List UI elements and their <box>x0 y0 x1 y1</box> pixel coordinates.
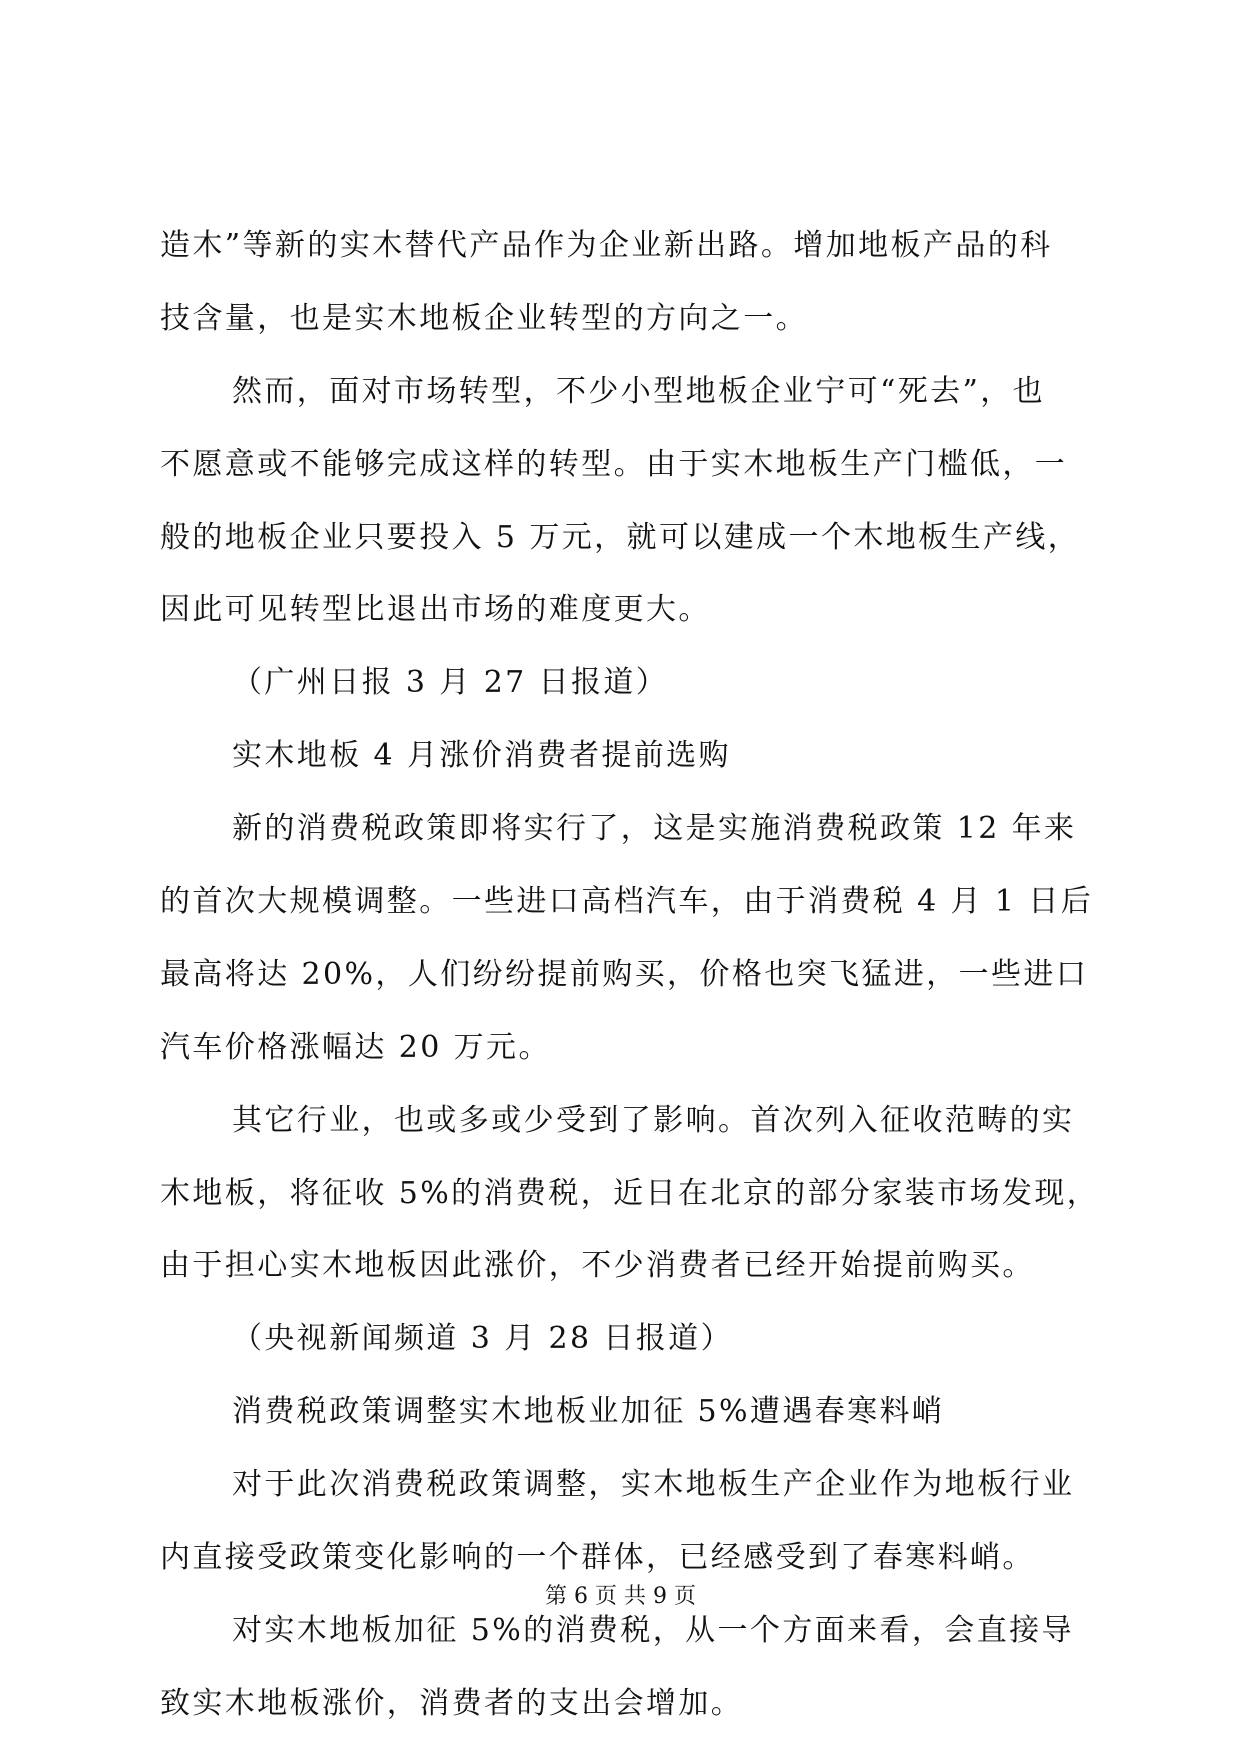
source-citation-2: （央视新闻频道 3 月 28 日报道） <box>232 1321 734 1357</box>
text-line-10: 的首次大规模调整。一些进口高档汽车，由于消费税 4 月 1 日后 <box>160 884 1094 920</box>
text-line-12: 汽车价格涨幅达 20 万元。 <box>160 1029 551 1065</box>
text-line-5: 般的地板企业只要投入 5 万元，就可以建成一个木地板生产线， <box>160 519 1081 555</box>
text-line-11: 最高将达 20%，人们纷纷提前购买，价格也突飞猛进，一些进口 <box>160 956 1089 992</box>
text-line-15: 由于担心实木地板因此涨价，不少消费者已经开始提前购买。 <box>160 1248 1035 1284</box>
text-line-4: 不愿意或不能够完成这样的转型。由于实木地板生产门槛低，一 <box>160 446 1068 482</box>
text-line-6: 因此可见转型比退出市场的难度更大。 <box>160 592 711 628</box>
text-line-14: 木地板，将征收 5%的消费税，近日在北京的部分家装市场发现， <box>160 1175 1100 1211</box>
document-body <box>160 226 1100 1757</box>
text-line-2: 技含量，也是实木地板企业转型的方向之一。 <box>160 300 808 336</box>
text-line-19: 内直接受政策变化影响的一个群体，已经感受到了春寒料峭。 <box>160 1540 1035 1576</box>
article-heading-2: 消费税政策调整实木地板业加征 5%遭遇春寒料峭 <box>232 1394 945 1430</box>
text-line-18: 对于此次消费税政策调整，实木地板生产企业作为地板行业 <box>232 1467 1075 1503</box>
text-line-3: 然而，面对市场转型，不少小型地板企业宁可“死去”，也 <box>232 373 1046 409</box>
text-line-13: 其它行业，也或多或少受到了影响。首次列入征收范畴的实 <box>232 1102 1075 1138</box>
text-line-1: 造木”等新的实木替代产品作为企业新出路。增加地板产品的科 <box>160 228 1053 263</box>
page-number-footer: 第 6 页 共 9 页 <box>545 1584 696 1609</box>
source-citation-1: （广州日报 3 月 27 日报道） <box>232 665 669 701</box>
text-line-21: 致实木地板涨价，消费者的支出会增加。 <box>160 1685 744 1721</box>
text-line-20: 对实木地板加征 5%的消费税，从一个方面来看，会直接导 <box>232 1612 1074 1648</box>
text-line-9: 新的消费税政策即将实行了，这是实施消费税政策 12 年来 <box>232 811 1077 847</box>
article-heading-1: 实木地板 4 月涨价消费者提前选购 <box>232 738 731 774</box>
